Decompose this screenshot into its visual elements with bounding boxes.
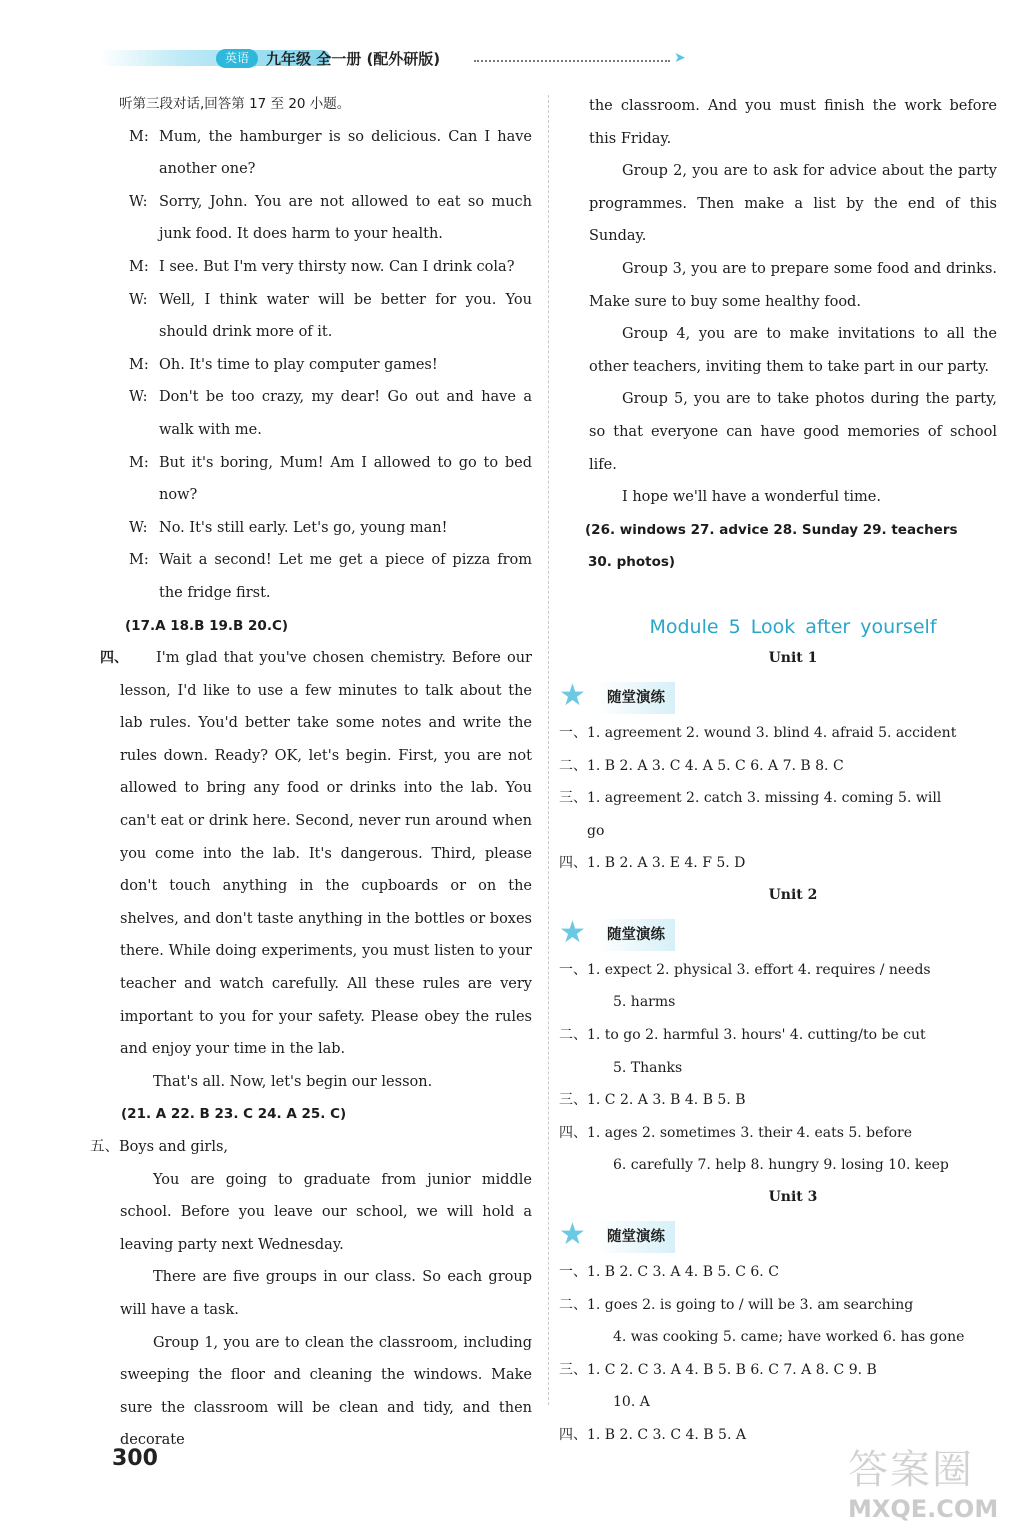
dialogue-text: No. It's still early. Let's go, young man!: [159, 519, 448, 536]
dialogue-text: Well, I think water will be better for you. You should drink more of it.: [159, 291, 532, 341]
unit-2-title: Unit 2: [768, 886, 818, 903]
dialogue-text: Don't be too crazy, my dear! Go out and have a walk with me.: [159, 389, 532, 438]
u1-line-1: 一、1. agreement 2. wound 3. blind 4. afraid 5. accident: [559, 724, 957, 741]
star-icon: ★: [559, 1217, 586, 1253]
u2-line-1: 一、1. expect 2. physical 3. effort 4. requires / needs: [559, 961, 931, 978]
unit-3-title: Unit 3: [768, 1189, 818, 1206]
watermark-url: MXQE.COM: [848, 1495, 999, 1523]
dialogue-text: Mum, the hamburger is so delicious. Can I have another one?: [159, 128, 532, 178]
u2-line-2b: 5. Thanks: [613, 1059, 683, 1076]
u2-line-4b: 6. carefully 7. help 8. hungry 9. losing 10. keep: [613, 1157, 949, 1174]
practice-label: 随堂演练: [597, 682, 675, 715]
watermark-text: 答案圈: [848, 1447, 974, 1493]
group-2: Group 2, you are to ask for advice about the party programmes. Then make a list by the end of this Sunday.: [589, 163, 997, 245]
u1-line-3b: go: [587, 822, 605, 839]
subject-badge: 英语: [216, 49, 258, 68]
dialogue-line: [129, 121, 532, 186]
group-5: Group 5, you are to take photos during the party, so that everyone can have good memories of school life.: [589, 391, 997, 473]
speaker-label: W:: [129, 193, 148, 210]
right-column: [559, 90, 997, 1452]
dialogue: [129, 121, 532, 610]
u1-line-2: 二、1. B 2. A 3. C 4. A 5. C 6. A 7. B 8. C: [559, 757, 844, 774]
speaker-label: M:: [129, 552, 149, 569]
continued-text: the classroom. And you must finish the work before this Friday.: [589, 98, 997, 147]
practice-label: 随堂演练: [597, 919, 675, 952]
dialogue-text: I see. But I'm very thirsty now. Can I drink cola?: [159, 258, 515, 275]
u3-line-4: 四、1. B 2. C 3. C 4. B 5. A: [559, 1427, 746, 1443]
speaker-label: W:: [129, 519, 148, 536]
section-5-p1: You are going to graduate from junior middle school. Before you leave our school, we will hold a leaving party next Wednesday.: [120, 1171, 532, 1253]
dialogue-line: [129, 381, 532, 446]
dialogue-line: [129, 447, 532, 512]
u1-line-4: 四、1. B 2. A 3. E 4. F 5. D: [559, 855, 746, 872]
practice-header-1: [559, 677, 997, 713]
u2-line-3: 三、1. C 2. A 3. B 4. B 5. B: [559, 1092, 746, 1109]
u3-line-2b: 4. was cooking 5. came; have worked 6. has gone: [613, 1329, 965, 1346]
answers-17-20: (17.A 18.B 19.B 20.C): [125, 617, 289, 634]
speaker-label: M:: [129, 454, 149, 471]
dialogue-line: [129, 284, 532, 349]
left-column: [90, 88, 532, 1457]
section-4-label: 四、: [100, 650, 128, 667]
speaker-label: W:: [129, 291, 148, 308]
u1-line-3: 三、1. agreement 2. catch 3. missing 4. coming 5. will: [559, 790, 942, 807]
section-4-end: That's all. Now, let's begin our lesson.: [153, 1073, 433, 1090]
module-title: Module 5 Look after yourself: [649, 615, 937, 638]
u2-line-1b: 5. harms: [613, 994, 676, 1011]
section-5-first: 五、Boys and girls,: [90, 1139, 229, 1155]
speaker-label: M:: [129, 128, 149, 145]
arrow-right-icon: ➤: [674, 50, 686, 66]
practice-label: 随堂演练: [597, 1221, 675, 1254]
speaker-label: W:: [129, 389, 148, 406]
dialogue-line: [129, 544, 532, 609]
answers-30: 30. photos): [588, 554, 676, 571]
section-intro: 听第三段对话,回答第 17 至 20 小题。: [119, 96, 351, 112]
u3-line-1: 一、1. B 2. C 3. A 4. B 5. C 6. C: [559, 1264, 779, 1281]
dialogue-line: [129, 349, 532, 382]
u2-line-2: 二、1. to go 2. harmful 3. hours' 4. cutting/to be cut: [559, 1027, 926, 1044]
u3-line-3: 三、1. C 2. C 3. A 4. B 5. B 6. C 7. A 8. C 9. B: [559, 1361, 877, 1378]
u3-line-3b: 10. A: [613, 1394, 650, 1411]
group-4: Group 4, you are to make invitations to all the other teachers, inviting them to take part in our party.: [589, 326, 997, 375]
star-icon: ★: [559, 677, 586, 713]
book-title: 九年级 全一册 (配外研版): [266, 50, 441, 68]
header-dotted-line: [474, 60, 670, 62]
section-4-body: I'm glad that you've chosen chemistry. Before our lesson, I'd like to use a few minutes to talk about the lab rules. You'd better take some notes and write the rules down. Ready? OK, let's begin. First, you are not allowed to bring any food or drinks into the lab. You can't eat or drink here. Second, never run around when you come into the lab. It's dangerous. Third, please don't touch anything in the cupboards or on the shelves, and don't taste anything in the bottles or boxes there. While doing experiments, you must listen to your teacher and watch carefully. All these rules are very important to you for your safety. Please obey the rules and enjoy your time in the lab.: [120, 650, 532, 1058]
dialogue-text: Wait a second! Let me get a piece of pizza from the fridge first.: [159, 552, 532, 601]
watermark-logo: [848, 1438, 1008, 1528]
section-4-text: [100, 642, 532, 1066]
u3-line-2: 二、1. goes 2. is going to / will be 3. am searching: [559, 1296, 914, 1313]
dialogue-line: [129, 251, 532, 284]
dialogue-text: Sorry, John. You are not allowed to eat so much junk food. It does harm to your health.: [159, 193, 532, 243]
page-number: 300: [112, 1446, 158, 1471]
dialogue-text: But it's boring, Mum! Am I allowed to go to bed now?: [159, 454, 532, 504]
dialogue-line: [129, 512, 532, 545]
answers-21-25: (21. A 22. B 23. C 24. A 25. C): [121, 1106, 347, 1123]
speaker-label: M:: [129, 258, 149, 275]
u2-line-4: 四、1. ages 2. sometimes 3. their 4. eats 5. before: [559, 1124, 913, 1141]
unit-1-title: Unit 1: [768, 649, 818, 666]
dialogue-text: Oh. It's time to play computer games!: [159, 356, 438, 373]
page-header: [100, 40, 700, 80]
star-icon: ★: [559, 914, 586, 950]
section-5-p3: Group 1, you are to clean the classroom, including sweeping the floor and cleaning the windows. Make sure the classroom will be clean and tidy, and then decorate: [120, 1334, 532, 1449]
section-5-p2: There are five groups in our class. So each group will have a task.: [120, 1269, 532, 1318]
dialogue-line: [129, 186, 532, 251]
practice-header-3: [559, 1217, 997, 1253]
group-3: Group 3, you are to prepare some food and drinks. Make sure to buy some healthy food.: [589, 260, 997, 310]
answers-26-29: (26. windows 27. advice 28. Sunday 29. teachers: [585, 521, 958, 538]
closing-line: I hope we'll have a wonderful time.: [622, 489, 881, 506]
column-divider: [548, 95, 549, 1405]
speaker-label: M:: [129, 356, 149, 373]
practice-header-2: [559, 914, 997, 950]
